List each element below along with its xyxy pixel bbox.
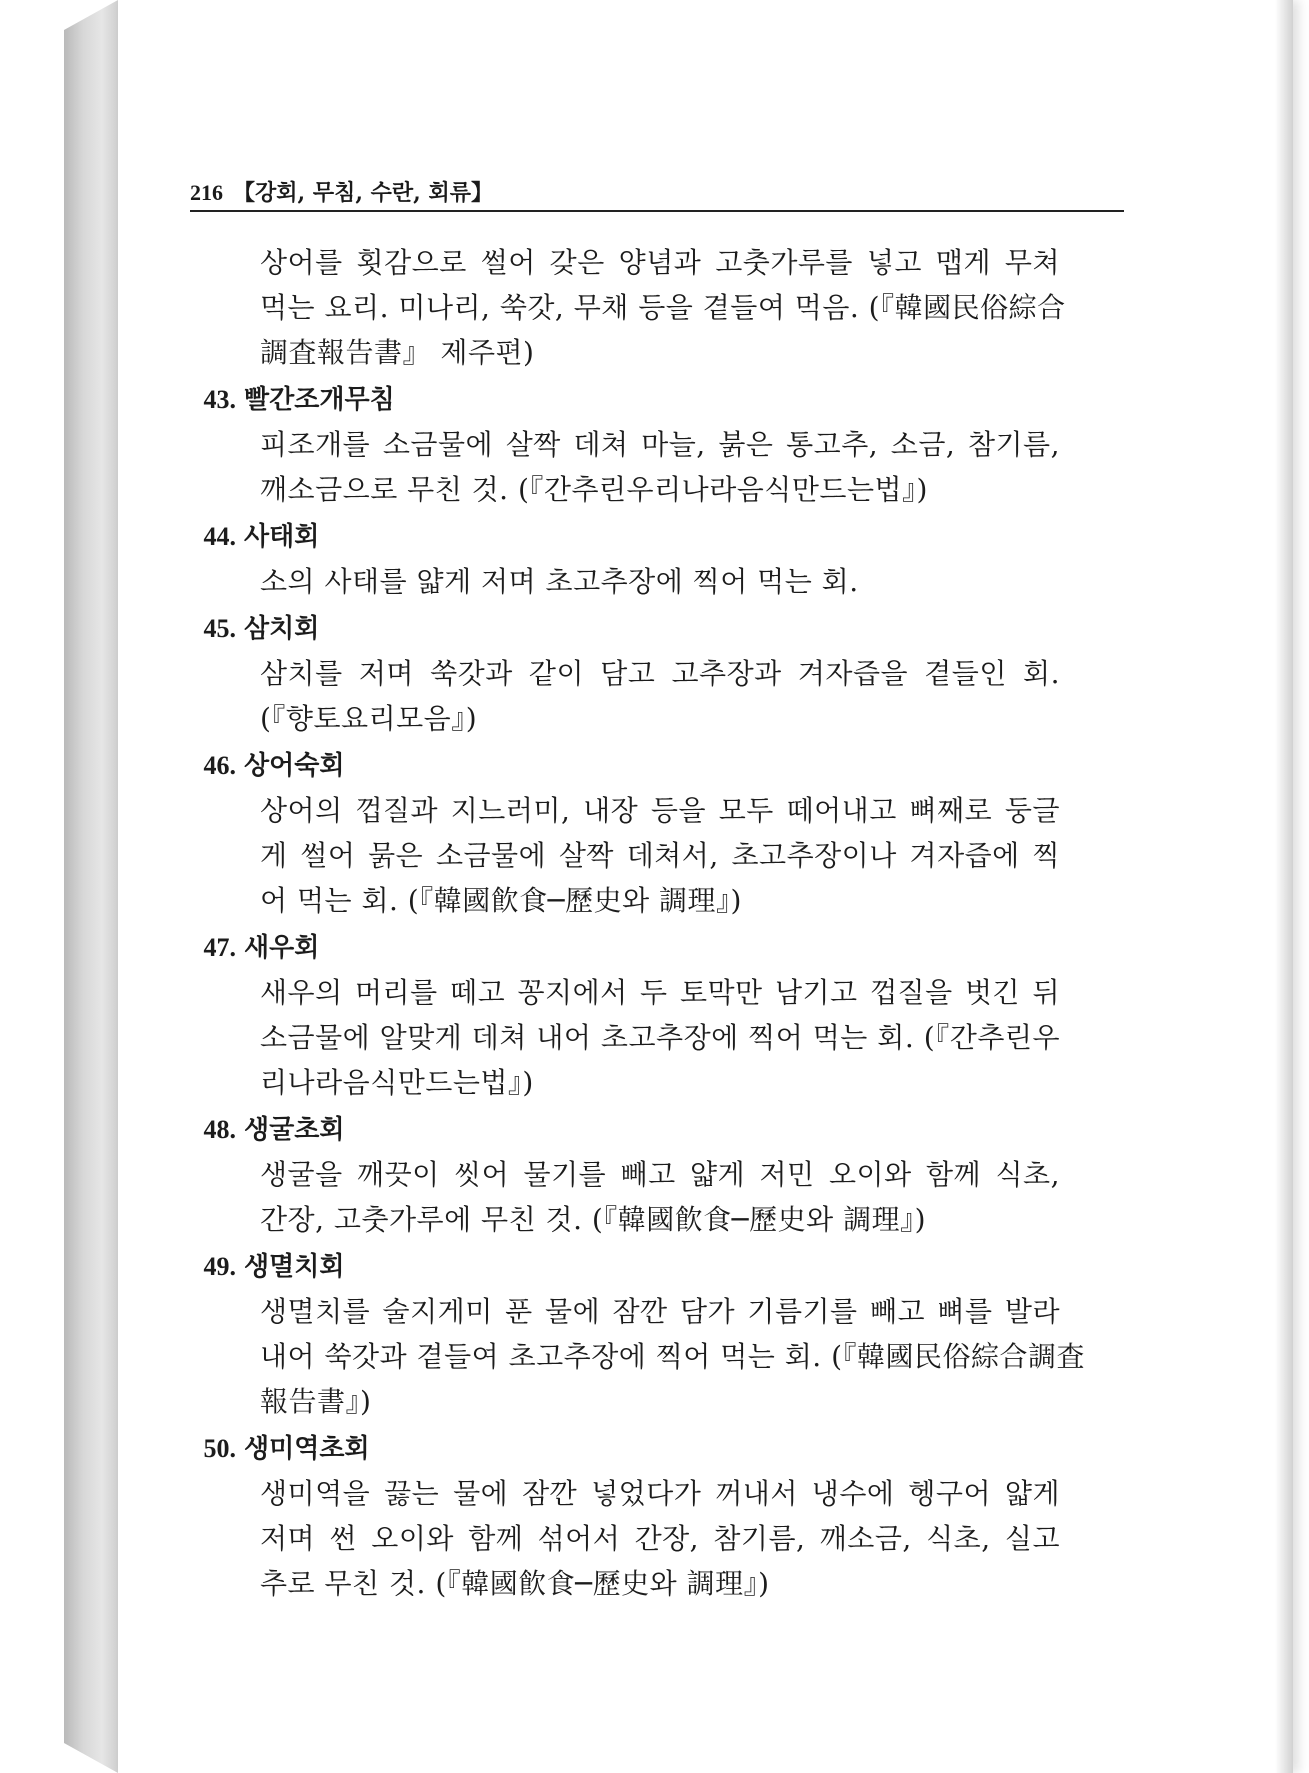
entry-body	[190, 970, 1060, 1105]
entry-item	[190, 514, 1130, 604]
entry-item	[190, 1426, 1130, 1606]
entry-body	[190, 1471, 1060, 1606]
text-line: 간장, 고춧가루에 무친 것. (『韓國飮食─歷史와 調理』)	[260, 1203, 927, 1236]
entry-number: 47.	[203, 933, 236, 962]
entry-number: 49.	[203, 1252, 236, 1281]
entry-list	[190, 377, 1130, 1606]
entry-item	[190, 606, 1130, 741]
entry-heading	[190, 925, 1130, 970]
text-line: 어 먹는 회. (『韓國飮食─歷史와 調理』)	[260, 884, 742, 917]
text-line: (『향토요리모음』)	[260, 702, 478, 735]
text-line: 報告書』)	[260, 1385, 372, 1418]
entry-heading	[190, 377, 1130, 422]
page-number: 216	[190, 180, 223, 205]
entry-heading	[190, 1107, 1130, 1152]
entry-title: 빨간조개무침	[244, 385, 395, 415]
text-line: 피조개를 소금물에 살짝 데쳐 마늘, 붉은 통고추, 소금, 참기름,	[260, 428, 1060, 461]
book-spine-edge	[64, 0, 118, 1773]
text-line: 추로 무친 것. (『韓國飮食─歷史와 調理』)	[260, 1567, 770, 1600]
entry-heading	[190, 1244, 1130, 1289]
text-line: 깨소금으로 무친 것. (『간추린우리나라음식만드는법』)	[260, 473, 928, 506]
entry-title: 생미역초회	[244, 1434, 370, 1464]
page-content	[190, 240, 1130, 1606]
entry-heading	[190, 606, 1130, 651]
page-edge-shadow	[1275, 0, 1293, 1773]
entry-body	[190, 422, 1060, 512]
entry-number: 46.	[203, 751, 236, 780]
entry-heading	[190, 743, 1130, 788]
entry-item	[190, 1107, 1130, 1242]
entry-number: 44.	[203, 522, 236, 551]
entry-number: 45.	[203, 614, 236, 643]
entry-item	[190, 743, 1130, 923]
entry-title: 생굴초회	[244, 1115, 345, 1145]
entry-heading	[190, 514, 1130, 559]
entry-item	[190, 1244, 1130, 1424]
entry-body	[190, 1289, 1085, 1424]
intro-paragraph	[190, 240, 1066, 375]
running-title: 【강회, 무침, 수란, 회류】	[233, 180, 493, 206]
text-line: 게 썰어 묽은 소금물에 살짝 데쳐서, 초고추장이나 겨자즙에 찍	[260, 839, 1060, 872]
text-line: 상어를 횟감으로 썰어 갖은 양념과 고춧가루를 넣고 맵게 무쳐	[260, 246, 1060, 279]
text-line: 소금물에 알맞게 데쳐 내어 초고추장에 찍어 먹는 회. (『간추린우	[260, 1021, 1060, 1054]
entry-body	[190, 651, 1060, 741]
text-line: 먹는 요리. 미나리, 쑥갓, 무채 등을 곁들여 먹음. (『韓國民俗綜合	[260, 291, 1066, 324]
entry-item	[190, 377, 1130, 512]
text-line: 삼치를 저며 쑥갓과 같이 담고 고추장과 겨자즙을 곁들인 회.	[260, 657, 1060, 690]
entry-item	[190, 925, 1130, 1105]
entry-heading	[190, 1426, 1130, 1471]
entry-body	[190, 788, 1060, 923]
entry-body	[190, 1152, 1060, 1242]
entry-number: 43.	[203, 385, 236, 414]
text-line: 리나라음식만드는법』)	[260, 1066, 534, 1099]
text-line: 상어의 껍질과 지느러미, 내장 등을 모두 떼어내고 뼈째로 둥글	[260, 794, 1060, 827]
text-line: 내어 쑥갓과 곁들여 초고추장에 찍어 먹는 회. (『韓國民俗綜合調査	[260, 1340, 1085, 1373]
text-line: 생미역을 끓는 물에 잠깐 넣었다가 꺼내서 냉수에 헹구어 얇게	[260, 1477, 1060, 1510]
entry-title: 생멸치회	[244, 1252, 345, 1282]
text-line: 생멸치를 술지게미 푼 물에 잠깐 담가 기름기를 빼고 뼈를 발라	[260, 1295, 1060, 1328]
entry-body	[190, 559, 1060, 604]
entry-title: 새우회	[244, 933, 320, 963]
text-line: 소의 사태를 얇게 저며 초고추장에 찍어 먹는 회.	[260, 565, 859, 598]
text-line: 생굴을 깨끗이 씻어 물기를 빼고 얇게 저민 오이와 함께 식초,	[260, 1158, 1060, 1191]
text-line: 調査報告書』 제주편)	[260, 336, 535, 369]
entry-number: 50.	[203, 1434, 236, 1463]
entry-title: 상어숙회	[244, 751, 345, 781]
text-line: 새우의 머리를 떼고 꽁지에서 두 토막만 남기고 껍질을 벗긴 뒤	[260, 976, 1060, 1009]
entry-title: 삼치회	[244, 614, 320, 644]
entry-number: 48.	[203, 1115, 236, 1144]
entry-title: 사태회	[244, 522, 320, 552]
running-header	[190, 176, 1124, 207]
header-rule	[190, 210, 1124, 212]
text-line: 저며 썬 오이와 함께 섞어서 간장, 참기름, 깨소금, 식초, 실고	[260, 1522, 1060, 1555]
